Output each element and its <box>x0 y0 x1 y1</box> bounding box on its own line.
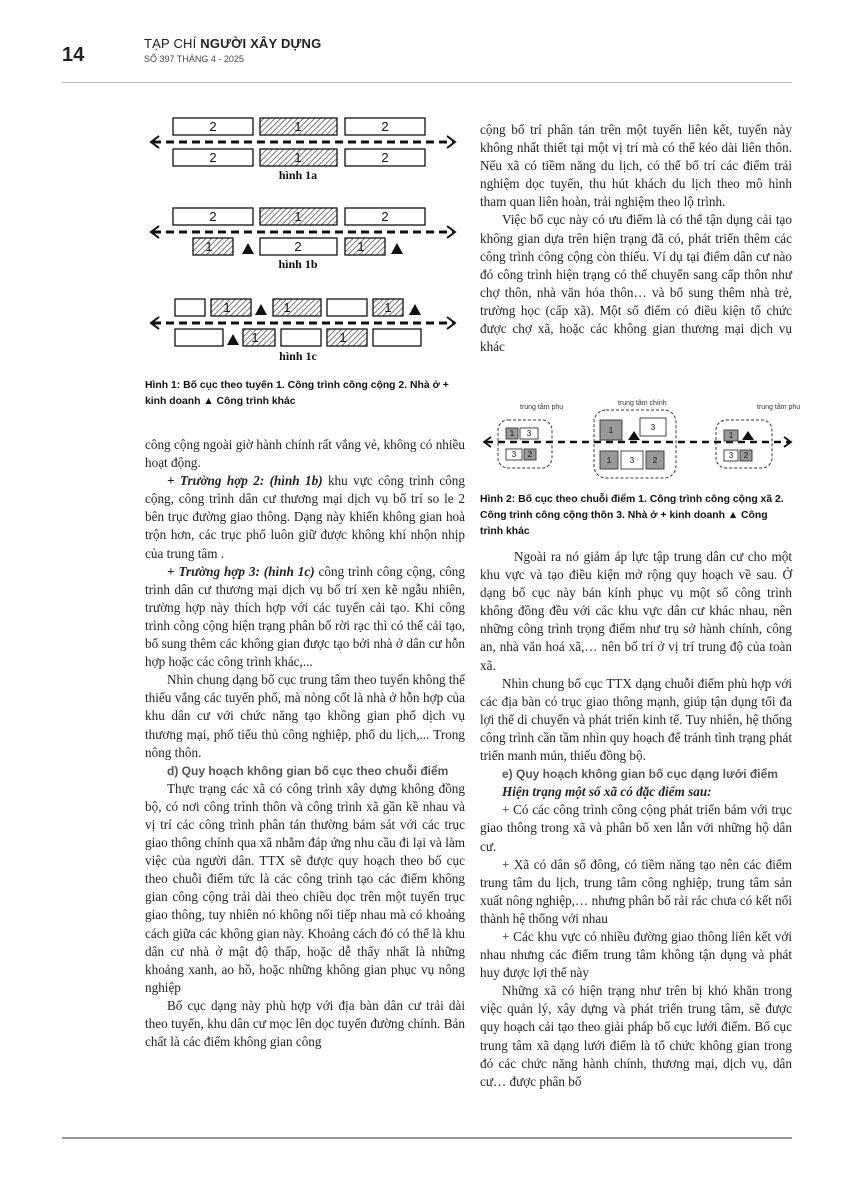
bullet-item: + Có các công trình công cộng phát triển bám với trục giao thông trong xã và phân bố xen lẫn với những hộ dân cư. <box>480 802 792 854</box>
case-2-text: khu vực công trình công cộng, công trình dân cư thương mại dịch vụ bố trí so le 2 bên trục đường giao thông. Dạng này khiến không gian hoà trộn hơn, các trục phố luôn giữ được không khí nhộn nhịp của trung tâm . <box>145 473 465 561</box>
fig2-num: 1 <box>509 429 515 438</box>
fig1b-num: 2 <box>381 209 389 224</box>
case-3-lead: + Trường hợp 3: (hình 1c) <box>167 563 315 579</box>
fig2-other-triangle <box>742 431 754 440</box>
fig2-other-triangle <box>628 431 640 440</box>
fig1b-label: hình 1b <box>278 257 318 271</box>
fig1c-public-block <box>327 329 367 346</box>
fig2-label-left: trung tâm phụ <box>520 404 564 411</box>
fig1b-public-block <box>345 238 385 255</box>
figure-1-diagram <box>145 112 465 368</box>
figure-1-caption-end: Công trình khác <box>216 396 296 407</box>
issue-info: SỐ 397 THÁNG 4 - 2025 <box>144 54 244 64</box>
journal-title <box>144 36 321 51</box>
paragraph: công cộng ngoài giờ hành chính rất vắng vẻ, không có nhiều hoạt động. <box>145 437 465 471</box>
fig1b-public-block <box>193 238 233 255</box>
fig2-num: 2 <box>652 456 658 465</box>
paragraph: Bố cục dạng này phù hợp với địa bàn dân cư trải dài theo tuyến, khu dân cư mọc lên dọc tuyến đường chính. Bản chất là các điểm không gian công <box>145 997 465 1050</box>
figure-2-caption-text: Hình 2: Bố cục theo chuỗi điểm 1. Công trình công cộng xã 2. Công trình công cộng thôn 3. Nhà ở + kinh doanh <box>480 494 784 521</box>
paragraph: cộng bố trí phân tán trên một tuyến liên kết, tuyến này không nhất thiết tại một vị trí mà có thể kéo dài liên thôn. Nếu xã có tiềm năng du lịch, có thể bố trí các điểm trải nghiệm dọc tuyến, thu hút khách du lịch theo mô hình tham quan liên hoàn, trải nghiệm theo lộ trình. <box>480 122 792 210</box>
paragraph: Việc bố cục này có ưu điểm là có thể tận dụng cải tạo không gian dựa trên hiện trạng đã có, phát triển thêm các công trình công cộng còn thiếu. Ví dụ tại điểm dân cư nào đó công trình hiện trạng có thể chuyển sang cấp thôn như chợ thôn, nhà văn hóa thôn… và bổ sung thêm nhà trẻ, trường học (cấp xã). Một số điểm có điều kiện tổ chức được chợ xã, hoặc các không gian thương mại dịch vụ khác <box>480 212 792 355</box>
figure-2-caption <box>480 492 792 540</box>
case-2-lead: + Trường hợp 2: (hình 1b) <box>167 473 323 489</box>
journal-prefix: TẠP CHÍ <box>144 36 197 51</box>
figure-1-caption <box>145 378 465 410</box>
fig2-num: 3 <box>511 450 517 459</box>
fig2-num: 3 <box>629 456 635 465</box>
right-column-top <box>480 121 792 356</box>
fig1b-other-triangle <box>242 243 254 254</box>
fig2-num: 1 <box>606 456 612 465</box>
fig2-num: 3 <box>650 423 656 432</box>
figure-2-caption-end: Công trình khác <box>480 510 768 537</box>
fig1c-public-block <box>211 299 251 316</box>
fig1c-num: 1 <box>283 300 291 315</box>
page-number: 14 <box>62 44 85 66</box>
subheading: Hiện trạng một số xã có đặc điểm sau: <box>502 784 712 800</box>
fig2-num: 3 <box>526 429 532 438</box>
fig2-label-center: trung tâm chính <box>618 400 667 407</box>
fig1a-num: 2 <box>381 119 389 134</box>
bullet-item: + Xã có dân số đông, có tiềm năng tạo nên các điểm trung tâm du lịch, trung tâm công nghiệp, trung tâm sản xuất nông nghiệp,… nhưng phân bố rải rác chưa có kết nối thành hệ thống với nhau <box>480 856 792 926</box>
fig1b-num: 1 <box>205 239 213 254</box>
fig1a-num: 1 <box>294 150 302 165</box>
paragraph: Thực trạng các xã có công trình xây dựng không đồng bộ, có nơi công trình thôn và công trình xã gần kề nhau và vị trí các công trình phân tán thường bám sát với các trục giao thông chính qua xã nhằm đáp ứng nhu cầu đi lại và làm việc của người dân. TTX sẽ được quy hoạch theo bố cục theo chuỗi điểm tức là các công trình tạo các điểm không gian công cộng trải dài theo chiều dọc trên một tuyến trục giao thông, tuy nhiên nó không nối tiếp nhau mà có khoảng cách giữa các không gian này. Khoảng cách đó có thể là khu dân cư nhà ở mật độ thấp, hoặc dễ thấy nhất là những khoảng xanh, ao hồ, hoặc những không gian phục vụ nông nghiệp <box>145 780 465 995</box>
bullet-item: + Các khu vực có nhiều đường giao thông liên kết với nhau nhưng các điểm trung tâm không tận dụng và phát huy được lợi thế này <box>480 928 792 981</box>
fig2-zone-left <box>498 420 552 468</box>
fig2-num: 2 <box>743 451 749 460</box>
paragraph: Nhìn chung dạng bố cục trung tâm theo tuyến không thể thiếu vắng các tuyến phố, mà nòng cốt là nhà ở hỗn hợp của khu dân cư với chức năng tạo không gian phố dịch vụ thương mại, phố tiểu thủ công nghiệp, phố du lịch,... Trong nông thôn. <box>145 672 465 760</box>
figure-1-caption-text: Hình 1: Bố cục theo tuyến 1. Công trình công cộng 2. Nhà ở + kinh doanh <box>145 380 449 407</box>
fig1c-public-block <box>243 329 275 346</box>
section-heading-e: e) Quy hoạch không gian bố cục dạng lưới điểm <box>502 767 778 782</box>
fig2-num: 3 <box>728 451 734 460</box>
paragraph: Những xã có hiện trạng như trên bị khó khăn trong việc quản lý, xây dựng và phát triển trung tâm, sẽ được quy hoạch cải tạo theo giải pháp bố cục lưới điểm. Bố cục trung tâm xã dạng lưới điểm là tổ chức không gian trong đó các chức năng hành chính, thương mại, dịch vụ, dân cư… được phân bố <box>480 983 792 1089</box>
paragraph <box>145 563 465 672</box>
fig1c-other-triangle <box>255 304 267 315</box>
fig1c-num: 1 <box>339 330 347 345</box>
fig1b-num: 2 <box>294 239 302 254</box>
fig1c-other-triangle <box>409 304 421 315</box>
fig1a-num: 2 <box>209 119 217 134</box>
fig1b-num: 2 <box>209 209 217 224</box>
header-divider <box>62 82 792 83</box>
fig2-label-right: trung tâm phụ <box>757 404 801 411</box>
case-3-text: công trình công cộng, công trình dân cư thương mại dịch vụ bố trí xen kẽ ngẫu nhiên, trường hợp này thích hợp với các tuyến cải tạo. Khi công trình công cộng hiện trạng phân bố rời rạc thì có thể cải tạo, bổ sung thêm các không gian được tạo bởi nhà ở dân cư hỗn hợp hoặc các công trình khác,... <box>145 563 465 670</box>
fig1a-label: hình 1a <box>278 168 318 182</box>
fig1c-house-block <box>327 299 367 316</box>
fig2-num: 1 <box>728 431 734 440</box>
fig1c-house-block <box>175 329 223 346</box>
journal-name: NGƯỜI XÂY DỰNG <box>200 36 322 51</box>
fig1c-house-block <box>175 299 205 316</box>
fig2-num: 1 <box>608 426 614 435</box>
section-heading-d: d) Quy hoạch không gian bố cục theo chuỗi điểm <box>167 763 449 778</box>
paragraph: Ngoài ra nó giảm áp lực tập trung dân cư cho một khu vực và tạo điều kiện mở rộng quy hoạch về sau. Ở dạng bố cục này bán kính phục vụ một số công trình không đồng đều với các khu vực dân cư khác nhau, nên những công trình trọng điểm như trụ sở hành chính, công an, nhà văn hoá xã,… nên bố trí ở vị trí trung độ của toàn xã. <box>480 549 792 673</box>
fig1c-label: hình 1c <box>279 349 317 363</box>
fig1c-num: 1 <box>384 300 392 315</box>
fig1a-num: 2 <box>209 150 217 165</box>
footer-divider <box>62 1137 792 1139</box>
triangle-icon: ▲ <box>203 396 214 407</box>
fig1c-num: 1 <box>251 330 259 345</box>
fig1c-num: 1 <box>223 300 231 315</box>
fig1b-other-triangle <box>391 243 403 254</box>
fig1c-other-triangle <box>227 334 239 345</box>
paragraph <box>145 472 465 562</box>
paragraph: Nhìn chung bố cục TTX dạng chuỗi điểm phù hợp với các địa bàn có trục giao thông mạnh, giúp tận dụng tối đa lợi thế di chuyển và phát triển kinh tế. Tuy nhiên, hệ thống công trình cần tầm nhìn quy hoạch để tránh tình trạng phát triển manh mún, thiếu đồng bộ. <box>480 675 792 764</box>
fig1c-public-block <box>273 299 321 316</box>
fig2-num: 2 <box>527 450 533 459</box>
fig1a-num: 1 <box>294 119 302 134</box>
fig1a-num: 2 <box>381 150 389 165</box>
figure-2-diagram <box>480 396 801 482</box>
right-column-bottom <box>480 548 792 1091</box>
triangle-icon: ▲ <box>727 510 739 521</box>
fig1c-house-block <box>281 329 321 346</box>
fig1b-num: 1 <box>294 209 302 224</box>
fig1b-num: 1 <box>357 239 365 254</box>
left-column <box>145 436 465 1051</box>
fig1c-house-block <box>373 329 421 346</box>
